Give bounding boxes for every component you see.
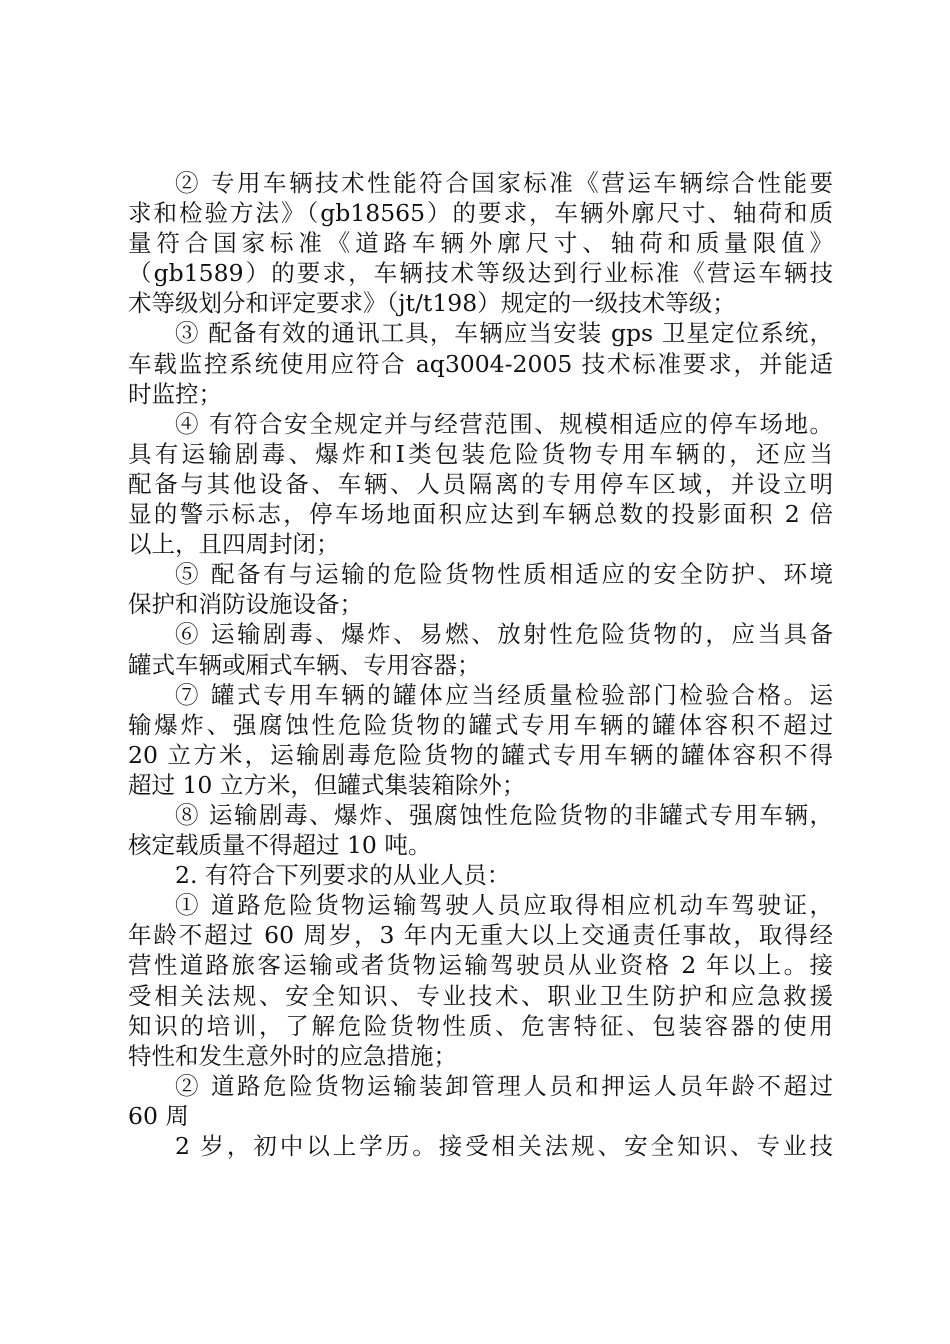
text-line: ⑦ 罐式专用车辆的罐体应当经质量检验部门检验合格。运 [175, 680, 833, 709]
text-line: ⑤ 配备有与运输的危险货物性质相适应的安全防护、环境 [175, 560, 833, 589]
text-line: 配备与其他设备、车辆、人员隔离的专用停车区域，并设立明 [128, 469, 833, 498]
text-line: 2. 有符合下列要求的从业人员： [175, 861, 511, 890]
document-page [128, 168, 833, 1161]
text-line: 罐式车辆或厢式车辆、专用容器； [128, 650, 481, 679]
text-line: 年龄不超过 60 周岁，3 年内无重大以上交通责任事故，取得经 [128, 921, 833, 950]
text-line: 特性和发生意外时的应急措施； [128, 1041, 457, 1070]
text-line: 术等级划分和评定要求》（jt/t198）规定的一级技术等级； [128, 289, 736, 318]
text-line: ③ 配备有效的通讯工具，车辆应当安装 gps 卫星定位系统， [175, 319, 833, 348]
text-line: 显的警示标志，停车场地面积应达到车辆总数的投影面积 2 倍 [128, 500, 833, 529]
text-line: 以上，且四周封闭； [128, 530, 340, 559]
text-line: 具有运输剧毒、爆炸和Ⅰ类包装危险货物专用车辆的，还应当 [128, 439, 833, 468]
text-line: 求和检验方法》（gb18565）的要求，车辆外廓尺寸、轴荷和质 [128, 199, 833, 228]
text-line: ⑥ 运输剧毒、爆炸、易燃、放射性危险货物的，应当具备 [175, 620, 833, 649]
text-line: （gb1589）的要求，车辆技术等级达到行业标准《营运车辆技 [128, 259, 833, 288]
text-line: 核定载质量不得超过 10 吨。 [128, 831, 432, 860]
text-line: 知识的培训，了解危险货物性质、危害特征、包装容器的使用 [128, 1011, 833, 1040]
text-line: 车载监控系统使用应符合 aq3004-2005 技术标准要求，并能适 [128, 349, 833, 378]
text-line: ② 专用车辆技术性能符合国家标准《营运车辆综合性能要 [175, 169, 833, 197]
text-line: 保护和消防设施设备； [128, 590, 363, 619]
text-line: ① 道路危险货物运输驾驶人员应取得相应机动车驾驶证， [175, 891, 833, 920]
text-line: 超过 10 立方米，但罐式集装箱除外； [128, 770, 526, 799]
text-line: 受相关法规、安全知识、专业技术、职业卫生防护和应急救援 [128, 981, 833, 1010]
text-line: 营性道路旅客运输或者货物运输驾驶员从业资格 2 年以上。接 [128, 951, 833, 980]
text-line: 2 岁，初中以上学历。接受相关法规、安全知识、专业技 [175, 1132, 833, 1160]
text-line: ② 道路危险货物运输装卸管理人员和押运人员年龄不超过 [175, 1071, 833, 1100]
text-line: 输爆炸、强腐蚀性危险货物的罐式专用车辆的罐体容积不超过 [128, 710, 833, 739]
text-line: ⑧ 运输剧毒、爆炸、强腐蚀性危险货物的非罐式专用车辆， [175, 800, 833, 829]
text-line: 60 周 [128, 1101, 189, 1130]
text-line: 时监控； [128, 379, 222, 408]
text-line: 20 立方米，运输剧毒危险货物的罐式专用车辆的罐体容积不得 [128, 740, 833, 769]
text-line: 量符合国家标准《道路车辆外廓尺寸、轴荷和质量限值》 [128, 229, 833, 258]
text-line: ④ 有符合安全规定并与经营范围、规模相适应的停车场地。 [175, 409, 833, 438]
